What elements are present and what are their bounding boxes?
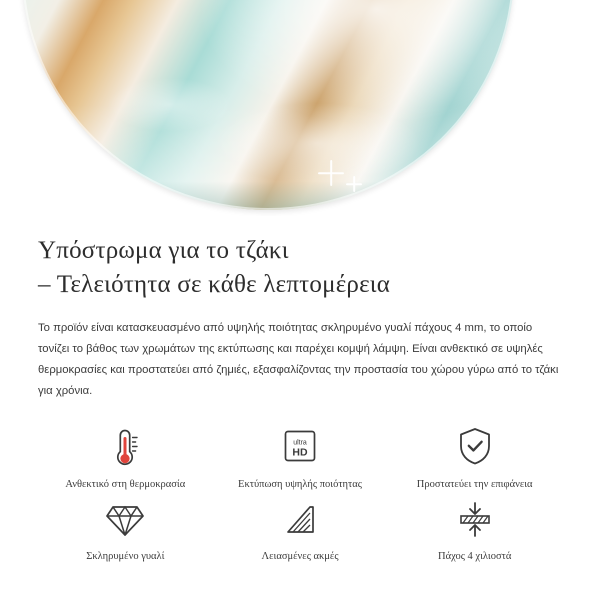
shield-check-icon bbox=[455, 424, 495, 470]
ultra-hd-icon bbox=[279, 424, 321, 470]
headline-line-2: – Τελειότητα σε κάθε λεπτομέρεια bbox=[38, 271, 391, 298]
feature-item bbox=[213, 498, 388, 564]
feature-item bbox=[387, 424, 562, 492]
thermometer-icon bbox=[108, 424, 142, 470]
page-title bbox=[38, 234, 562, 302]
feature-item bbox=[38, 498, 213, 564]
feature-label: Πάχος 4 χιλιοστά bbox=[438, 551, 512, 562]
round-glass-panel-image bbox=[22, 0, 514, 210]
svg-text:HD: HD bbox=[292, 446, 308, 459]
feature-item bbox=[38, 424, 213, 492]
feature-label: Εκτύπωση υψηλής ποιότητας bbox=[238, 479, 362, 490]
diamond-icon bbox=[104, 498, 146, 542]
feature-item bbox=[213, 424, 388, 492]
feature-label: Σκληρυμένο γυαλί bbox=[86, 551, 165, 562]
headline-line-1: Υπόστρωμα για το τζάκι bbox=[38, 237, 289, 264]
feature-grid bbox=[38, 424, 562, 564]
svg-text:ultra: ultra bbox=[293, 439, 307, 447]
thickness-arrows-icon bbox=[453, 498, 497, 542]
description-text: Το προϊόν είναι κατασκευασμένο από υψηλής ποιότητας σκληρυμένο γυαλί πάχους 4 mm, το οποίο τονίζει το βάθος των χρωμάτων της εκτύπωσης και παρέχει κομψή λάμψη. Είναι ανθεκτικό σε υψηλές θερμοκρασίες και προστατεύει από ζημιές, εξασφαλίζοντας την προστασία του χώρου γύρω από το τζάκι για χρόνια. bbox=[38, 322, 559, 397]
feature-label: Ανθεκτικό στη θερμοκρασία bbox=[65, 479, 186, 490]
polished-edges-icon bbox=[280, 498, 320, 542]
content-section bbox=[0, 216, 600, 564]
hero-image bbox=[0, 0, 600, 216]
feature-item bbox=[387, 498, 562, 564]
feature-label: Λειασμένες ακμές bbox=[261, 551, 339, 562]
feature-label: Προστατεύει την επιφάνεια bbox=[416, 479, 533, 490]
